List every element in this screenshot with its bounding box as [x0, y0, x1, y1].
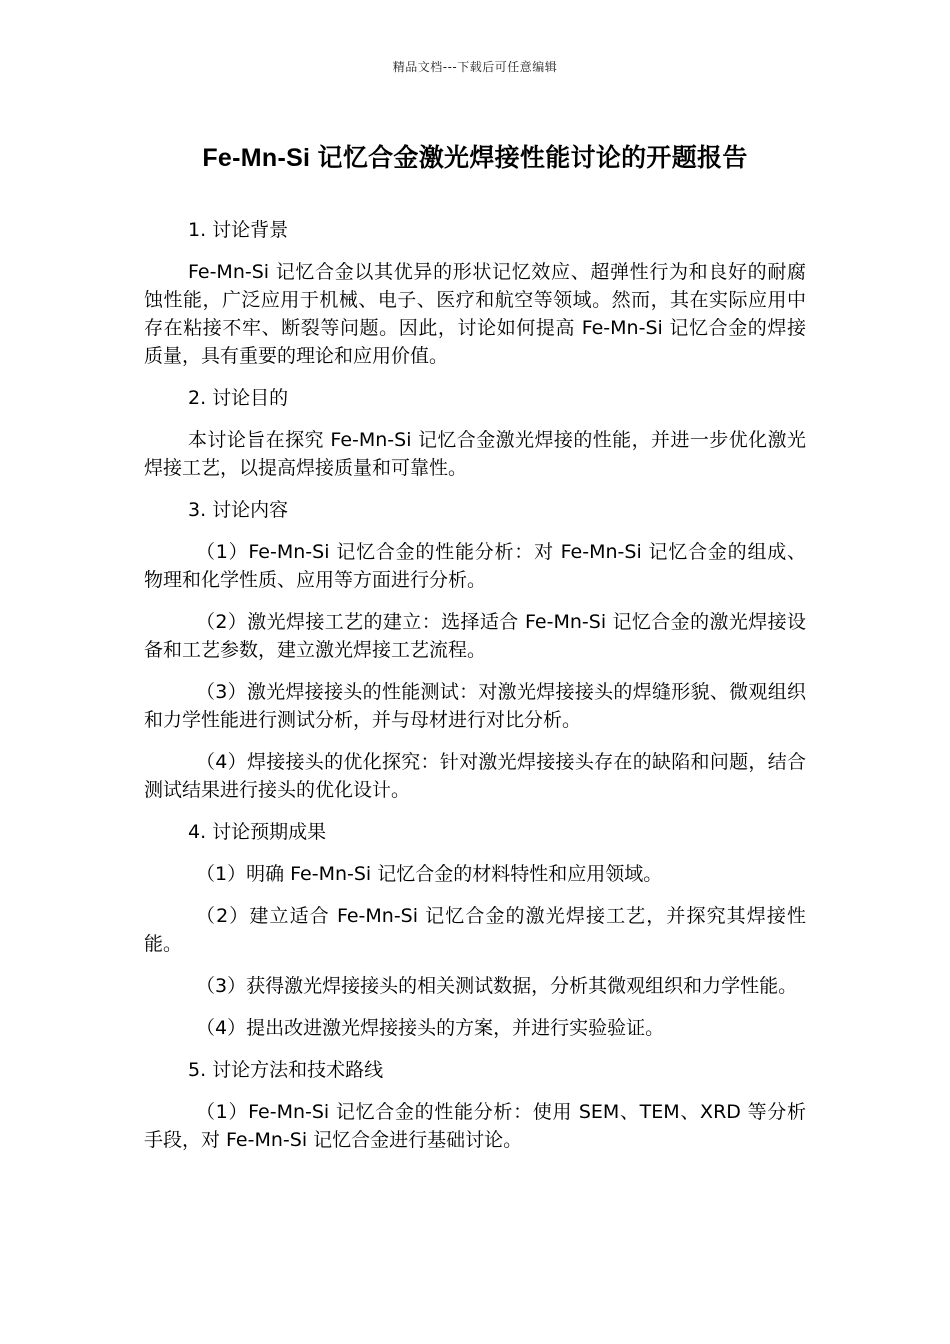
list-item: （4）提出改进激光焊接接头的方案，并进行实验验证。	[196, 1017, 665, 1039]
list-item: （4）焊接接头的优化探究：针对激光焊接接头存在的缺陷和问题，结合测试结果进行接头的优化设计。	[144, 751, 806, 801]
list-item: （3）激光焊接接头的性能测试：对激光焊接接头的焊缝形貌、微观组织和力学性能进行测试分析，并与母材进行对比分析。	[144, 681, 806, 731]
section-heading-background: 1. 讨论背景	[188, 219, 289, 241]
document-body	[144, 216, 806, 1168]
list-item: （1）明确 Fe-Mn-Si 记忆合金的材料特性和应用领域。	[196, 863, 663, 885]
section-heading-methods: 5. 讨论方法和技术路线	[188, 1059, 384, 1081]
section-paragraph-purpose: 本讨论旨在探究 Fe-Mn-Si 记忆合金激光焊接的性能，并进一步优化激光焊接工艺，以提高焊接质量和可靠性。	[144, 429, 806, 479]
section-heading-expected-results: 4. 讨论预期成果	[188, 821, 327, 843]
page-header: 精品文档---下载后可任意编辑	[392, 60, 558, 74]
document-title: Fe-Mn-Si 记忆合金激光焊接性能讨论的开题报告	[202, 144, 748, 172]
list-item: （2）激光焊接工艺的建立：选择适合 Fe-Mn-Si 记忆合金的激光焊接设备和工艺参数，建立激光焊接工艺流程。	[144, 611, 806, 661]
list-item: （2）建立适合 Fe-Mn-Si 记忆合金的激光焊接工艺，并探究其焊接性能。	[144, 905, 806, 955]
section-heading-purpose: 2. 讨论目的	[188, 387, 289, 409]
section-heading-content: 3. 讨论内容	[188, 499, 289, 521]
list-item: （1）Fe-Mn-Si 记忆合金的性能分析：使用 SEM、TEM、XRD 等分析手段，对 Fe-Mn-Si 记忆合金进行基础讨论。	[144, 1101, 806, 1151]
section-paragraph-background: Fe-Mn-Si 记忆合金以其优异的形状记忆效应、超弹性行为和良好的耐腐蚀性能，广泛应用于机械、电子、医疗和航空等领域。然而，其在实际应用中存在粘接不牢、断裂等问题。因此，讨论如何提高 Fe-Mn-Si 记忆合金的焊接质量，具有重要的理论和应用价值。	[144, 261, 806, 367]
list-item: （3）获得激光焊接接头的相关测试数据，分析其微观组织和力学性能。	[196, 975, 798, 997]
list-item: （1）Fe-Mn-Si 记忆合金的性能分析：对 Fe-Mn-Si 记忆合金的组成、物理和化学性质、应用等方面进行分析。	[144, 541, 806, 591]
